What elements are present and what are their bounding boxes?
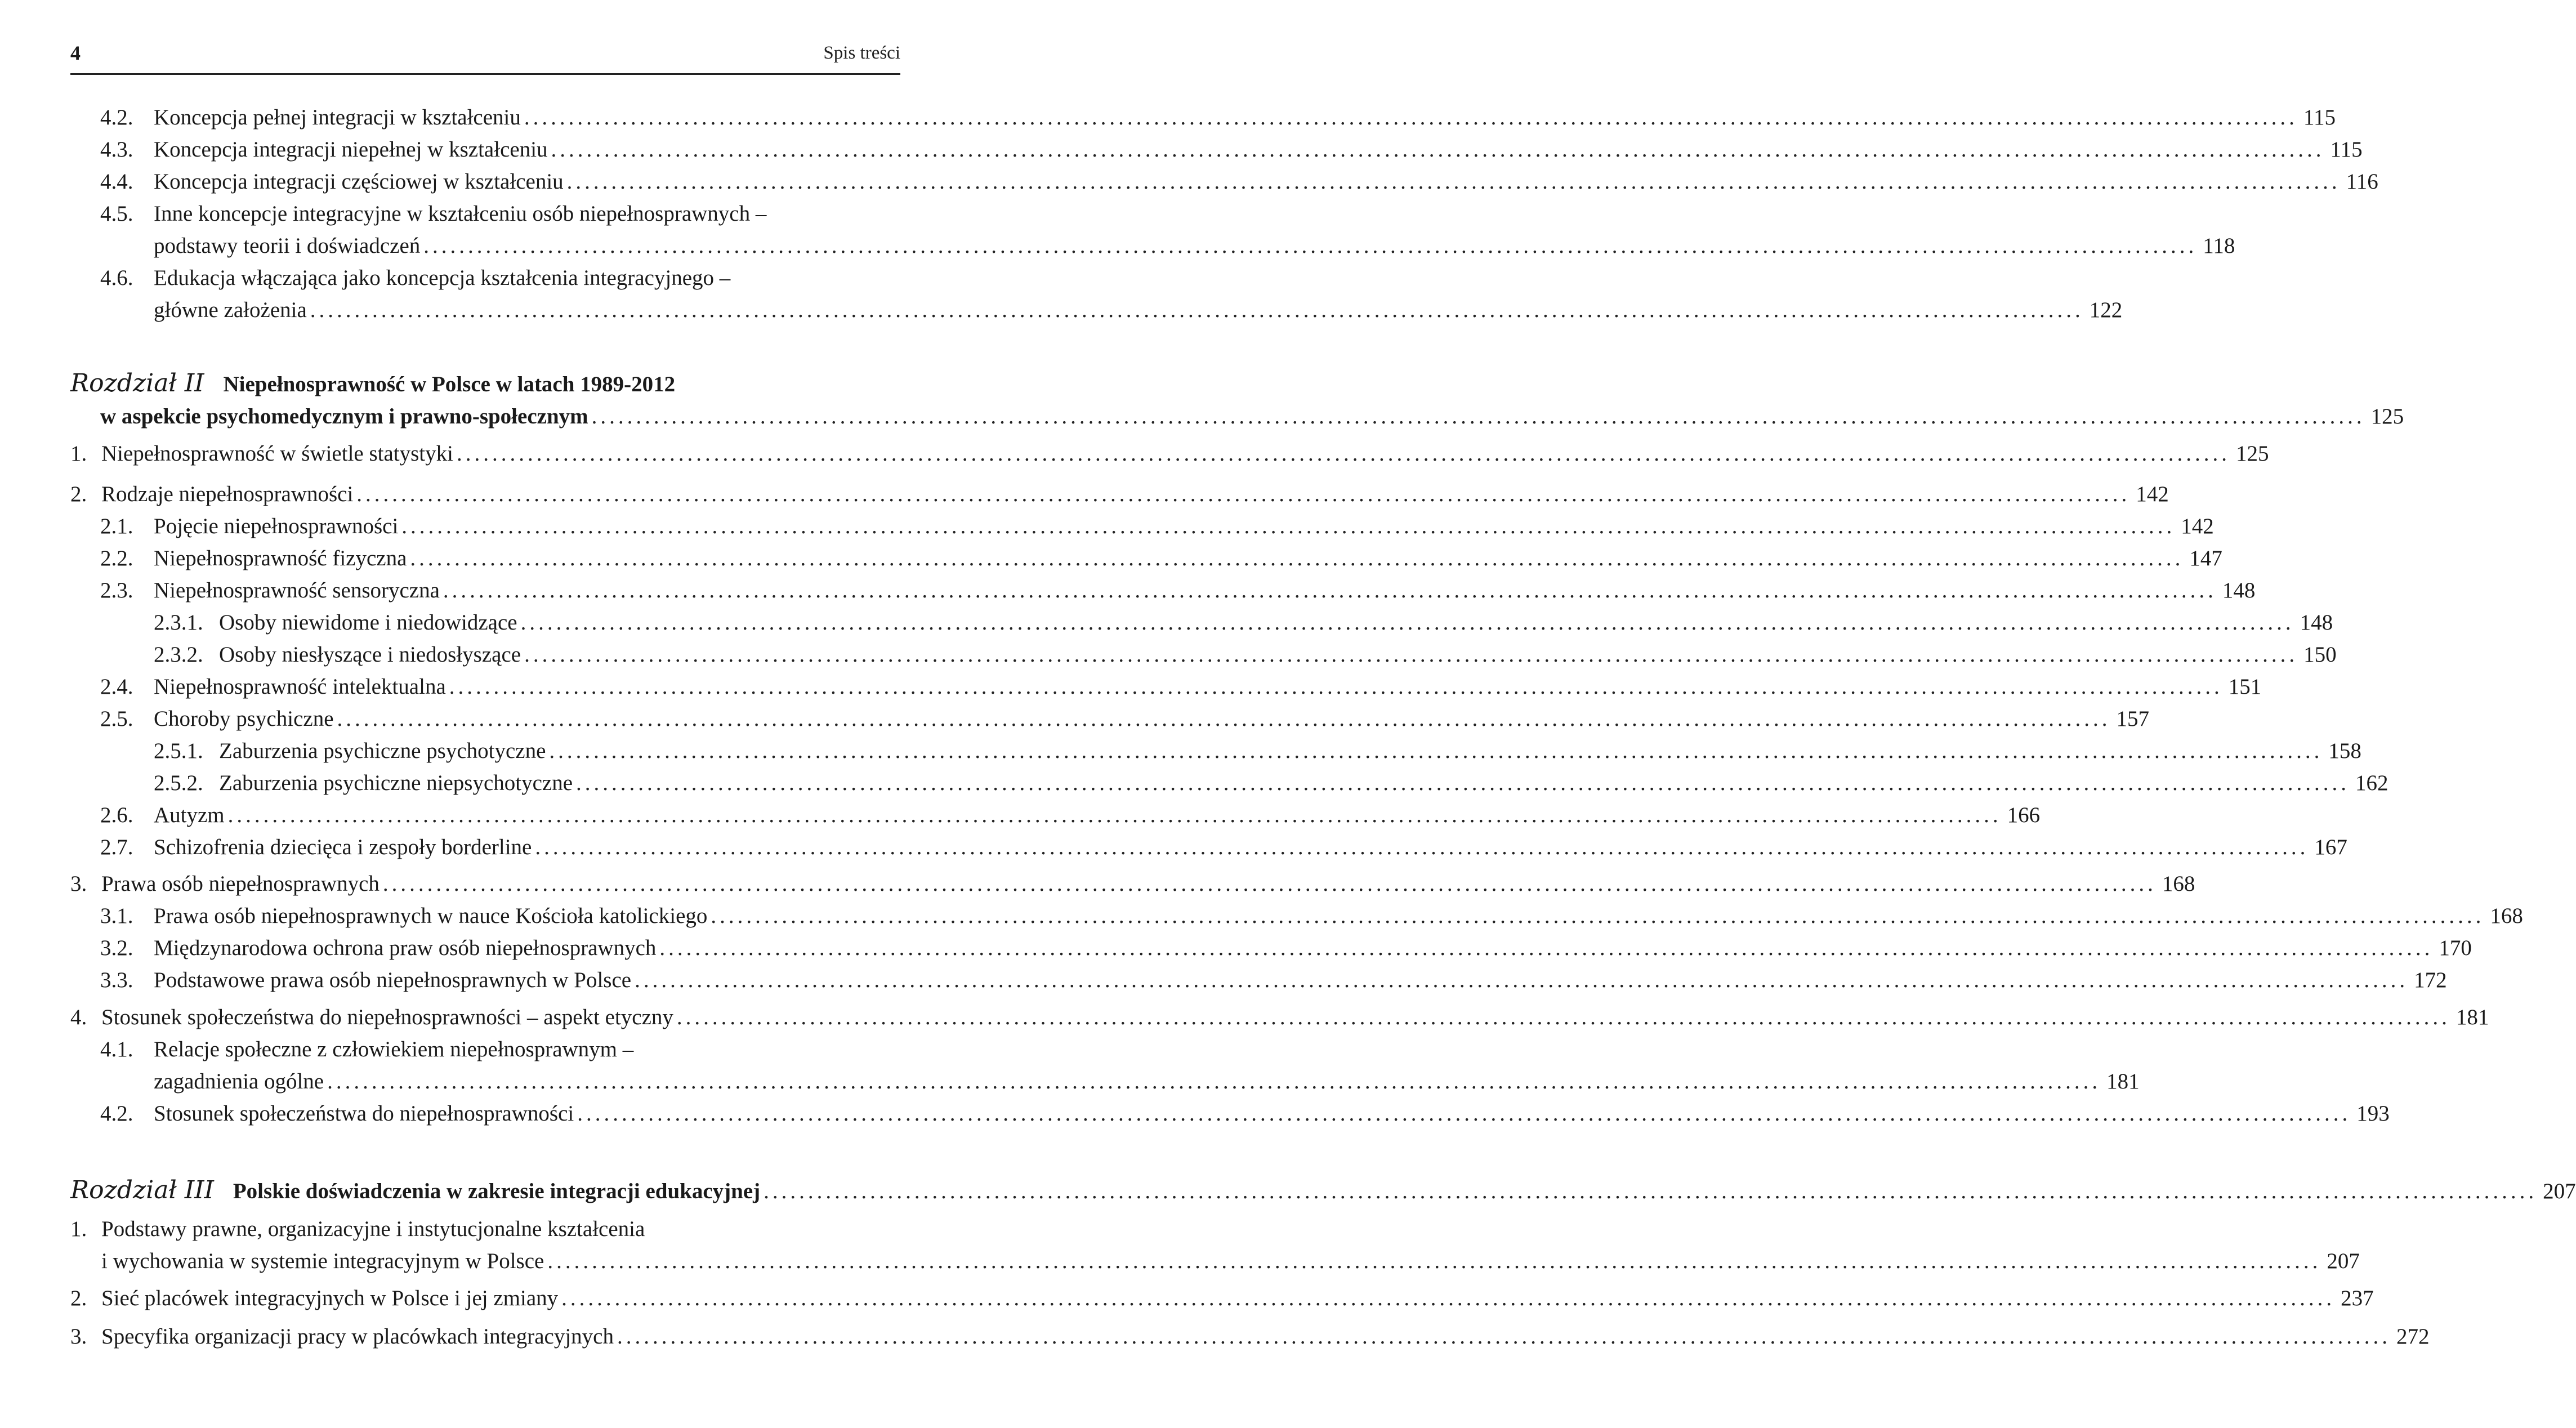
toc-entry-line[interactable] <box>100 1035 633 1064</box>
entry-number: 1. <box>70 441 87 466</box>
entry-number: 1. <box>70 1217 87 1241</box>
dot-leader: ........................................................................................................................................................................................................ <box>551 137 2325 162</box>
toc-entry-line[interactable] <box>100 199 766 229</box>
entry-number: 2.2. <box>100 546 133 570</box>
entry-title: Zaburzenia psychiczne psychotyczne <box>219 739 546 763</box>
running-title: Spis treści <box>823 43 900 63</box>
entry-number: 3. <box>70 1324 87 1349</box>
toc-entry[interactable] <box>100 833 2347 862</box>
entry-page: 115 <box>2303 105 2336 130</box>
entry-number: 2.7. <box>100 835 133 859</box>
dot-leader: ........................................................................................................................................................................................................ <box>676 1005 2450 1029</box>
entry-page: 170 <box>2439 936 2472 960</box>
entry-page: 172 <box>2414 968 2447 992</box>
dot-leader: ........................................................................................................................................................................................................ <box>337 707 2111 731</box>
entry-title: Zaburzenia psychiczne niepsychotyczne <box>219 771 573 795</box>
entry-title: Autyzm <box>154 803 225 827</box>
toc-entry[interactable] <box>100 672 2262 702</box>
entry-title: Prawa osób niepełnosprawnych w nauce Kościoła katolickiego <box>154 904 708 928</box>
entry-number: 2.1. <box>100 514 133 538</box>
toc-entry[interactable] <box>100 103 2336 132</box>
entry-title: Podstawowe prawa osób niepełnosprawnych w Polsce <box>154 968 632 992</box>
dot-leader: ........................................................................................................................................................................................................ <box>659 936 2434 960</box>
entry-number: 4.1. <box>100 1037 133 1061</box>
entry-title: Koncepcja integracji niepełnej w kształceniu <box>154 137 548 162</box>
entry-number: 3.1. <box>100 904 133 928</box>
toc-entry[interactable] <box>154 1067 2140 1096</box>
dot-leader: ........................................................................................................................................................................................................ <box>764 1179 2538 1203</box>
entry-page: 166 <box>2007 803 2041 827</box>
toc-entry[interactable] <box>154 231 2235 261</box>
entry-page: 147 <box>2189 546 2222 570</box>
entry-title: Podstawy prawne, organizacyjne i instytucjonalne kształcenia <box>101 1217 645 1241</box>
entry-title: Choroby psychiczne <box>154 707 334 731</box>
dot-leader: ........................................................................................................................................................................................................ <box>535 835 2309 859</box>
entry-number: 4.4. <box>100 169 133 194</box>
chapter-heading[interactable] <box>70 1176 2576 1205</box>
chapter-title: Niepełnosprawność w Polsce w latach 1989-2012 <box>223 372 676 396</box>
dot-leader: ........................................................................................................................................................................................................ <box>711 904 2485 928</box>
entry-number: 4.6. <box>100 266 133 290</box>
entry-page: 142 <box>2181 514 2214 538</box>
entry-number: 2.6. <box>100 803 133 827</box>
page-number: 4 <box>70 42 81 64</box>
entry-page: 207 <box>2543 1179 2576 1203</box>
chapter-label: Rozdział II <box>70 369 204 398</box>
entry-title: Relacje społeczne z człowiekiem niepełnosprawnym – <box>154 1037 634 1061</box>
entry-page: 237 <box>2341 1286 2374 1310</box>
entry-title-continued: i wychowania w systemie integracyjnym w Polsce <box>101 1249 544 1273</box>
dot-leader: ........................................................................................................................................................................................................ <box>549 739 2323 763</box>
entry-number: 4.2. <box>100 105 133 130</box>
entry-title-continued: podstawy teorii i doświadczeń <box>154 234 421 258</box>
toc-entry[interactable] <box>154 640 2337 670</box>
entry-number: 3. <box>70 872 87 896</box>
entry-title: Osoby niewidome i niedowidzące <box>219 610 517 635</box>
toc-entry-line[interactable] <box>100 264 730 293</box>
entry-title: Osoby niesłyszące i niedosłyszące <box>219 642 521 667</box>
entry-title-continued: zagadnienia ogólne <box>154 1069 324 1094</box>
entry-title: Niepełnosprawność fizyczna <box>154 546 407 570</box>
toc-entry[interactable] <box>70 1284 2374 1313</box>
toc-entry[interactable] <box>100 512 2214 541</box>
entry-title: Koncepcja integracji częściowej w kształceniu <box>154 169 564 194</box>
entry-page: 162 <box>2355 771 2389 795</box>
entry-title: Specyfika organizacji pracy w placówkach integracyjnych <box>101 1324 614 1349</box>
entry-page: 207 <box>2327 1249 2360 1273</box>
entry-page: 125 <box>2370 404 2404 429</box>
toc-entry[interactable] <box>101 1247 2360 1276</box>
toc-entry[interactable] <box>70 869 2195 899</box>
entry-page: 118 <box>2203 234 2235 258</box>
toc-entry[interactable] <box>100 704 2150 734</box>
entry-page: 167 <box>2314 835 2347 859</box>
entry-page: 193 <box>2356 1101 2390 1126</box>
toc-entry[interactable] <box>100 966 2447 995</box>
entry-page: 168 <box>2490 904 2523 928</box>
entry-number: 3.2. <box>100 936 133 960</box>
chapter-label: Rozdział III <box>70 1176 214 1204</box>
entry-number: 2.3.2. <box>154 642 203 667</box>
entry-number: 4.3. <box>100 137 133 162</box>
entry-number: 4.5. <box>100 202 133 226</box>
entry-page: 115 <box>2330 137 2363 162</box>
entry-number: 2.5.1. <box>154 739 203 763</box>
entry-title: Międzynarodowa ochrona praw osób niepełnosprawnych <box>154 936 657 960</box>
toc-entry[interactable] <box>100 934 2472 963</box>
entry-title: Sieć placówek integracyjnych w Polsce i jej zmiany <box>101 1286 559 1310</box>
entry-title: Rodzaje niepełnosprawności <box>101 482 354 506</box>
chapter-heading-line[interactable] <box>70 369 675 398</box>
dot-leader: ........................................................................................................................................................................................................ <box>449 675 2223 699</box>
entry-title: Koncepcja pełnej integracji w kształceniu <box>154 105 521 130</box>
entry-title: Pojęcie niepełnosprawności <box>154 514 399 538</box>
entry-page: 158 <box>2328 739 2361 763</box>
toc-entry[interactable] <box>100 135 2363 164</box>
entry-number: 2.3.1. <box>154 610 203 635</box>
dot-leader: ........................................................................................................................................................................................................ <box>410 546 2184 570</box>
toc-entry-line[interactable] <box>70 1215 645 1244</box>
dot-leader: ........................................................................................................................................................................................................ <box>561 1286 2336 1310</box>
toc-entry[interactable] <box>154 296 2123 325</box>
dot-leader: ........................................................................................................................................................................................................ <box>456 441 2230 466</box>
entry-page: 148 <box>2300 610 2333 635</box>
entry-page: 181 <box>2106 1069 2140 1094</box>
toc-entry[interactable] <box>100 576 2256 605</box>
entry-page: 148 <box>2222 578 2256 603</box>
chapter-title-continued: w aspekcie psychomedycznym i prawno-społecznym <box>100 404 588 429</box>
toc-entry[interactable] <box>154 737 2361 766</box>
dot-leader: ........................................................................................................................................................................................................ <box>227 803 2002 827</box>
entry-number: 4. <box>70 1005 87 1029</box>
toc-entry[interactable] <box>100 544 2222 573</box>
entry-number: 2. <box>70 482 87 506</box>
entry-number: 2.5.2. <box>154 771 203 795</box>
dot-leader: ........................................................................................................................................................................................................ <box>617 1324 2391 1349</box>
toc-entry[interactable] <box>154 769 2389 798</box>
entry-page: 272 <box>2396 1324 2430 1349</box>
entry-page: 122 <box>2089 298 2123 322</box>
toc-entry[interactable] <box>70 439 2269 468</box>
entry-page: 181 <box>2456 1005 2489 1029</box>
entry-number: 4.2. <box>100 1101 133 1126</box>
toc-entry[interactable] <box>154 608 2333 637</box>
dot-leader: ........................................................................................................................................................................................................ <box>577 1101 2351 1126</box>
dot-leader: ........................................................................................................................................................................................................ <box>443 578 2217 603</box>
dot-leader: ........................................................................................................................................................................................................ <box>382 872 2157 896</box>
toc-entry[interactable] <box>100 167 2378 197</box>
toc-entry[interactable] <box>100 801 2041 830</box>
toc-entry[interactable] <box>100 902 2523 931</box>
entry-title: Edukacja włączająca jako koncepcja kształcenia integracyjnego – <box>154 266 731 290</box>
running-header <box>70 33 900 75</box>
entry-title: Schizofrenia dziecięca i zespoły borderline <box>154 835 532 859</box>
entry-page: 168 <box>2162 872 2195 896</box>
dot-leader: ........................................................................................................................................................................................................ <box>547 1249 2321 1273</box>
entry-page: 142 <box>2136 482 2169 506</box>
dot-leader: ........................................................................................................................................................................................................ <box>401 514 2176 538</box>
entry-number: 3.3. <box>100 968 133 992</box>
dot-leader: ........................................................................................................................................................................................................ <box>520 610 2294 635</box>
dot-leader: ........................................................................................................................................................................................................ <box>423 234 2198 258</box>
entry-page: 151 <box>2228 675 2262 699</box>
toc-entry[interactable] <box>70 1322 2430 1351</box>
toc-entry[interactable] <box>70 1003 2489 1032</box>
dot-leader: ........................................................................................................................................................................................................ <box>635 968 2409 992</box>
toc-entry[interactable] <box>100 402 2404 431</box>
toc-entry[interactable] <box>100 1099 2390 1128</box>
dot-leader: ........................................................................................................................................................................................................ <box>524 105 2298 130</box>
entry-title: Stosunek społeczeństwa do niepełnosprawności – aspekt etyczny <box>101 1005 673 1029</box>
entry-title: Niepełnosprawność intelektualna <box>154 675 446 699</box>
entry-page: 150 <box>2303 642 2337 667</box>
entry-page: 125 <box>2235 441 2269 466</box>
entry-page: 157 <box>2116 707 2150 731</box>
entry-title: Prawa osób niepełnosprawnych <box>101 872 380 896</box>
dot-leader: ........................................................................................................................................................................................................ <box>327 1069 2101 1094</box>
chapter-title: Polskie doświadczenia w zakresie integracji edukacyjnej <box>233 1179 761 1203</box>
dot-leader: ........................................................................................................................................................................................................ <box>524 642 2298 667</box>
entry-title: Stosunek społeczeństwa do niepełnosprawności <box>154 1101 574 1126</box>
dot-leader: ........................................................................................................................................................................................................ <box>356 482 2131 506</box>
dot-leader: ........................................................................................................................................................................................................ <box>310 298 2084 322</box>
entry-number: 2.3. <box>100 578 133 603</box>
entry-title: Niepełnosprawność sensoryczna <box>154 578 440 603</box>
entry-number: 2.5. <box>100 707 133 731</box>
entry-title: Inne koncepcje integracyjne w kształceniu osób niepełnosprawnych – <box>154 202 767 226</box>
entry-page: 116 <box>2346 169 2378 194</box>
entry-title-continued: główne założenia <box>154 298 307 322</box>
entry-number: 2.4. <box>100 675 133 699</box>
dot-leader: ........................................................................................................................................................................................................ <box>566 169 2341 194</box>
dot-leader: ........................................................................................................................................................................................................ <box>591 404 2365 429</box>
dot-leader: ........................................................................................................................................................................................................ <box>576 771 2350 795</box>
entry-title: Niepełnosprawność w świetle statystyki <box>101 441 453 466</box>
toc-entry[interactable] <box>70 480 2169 509</box>
entry-number: 2. <box>70 1286 87 1310</box>
